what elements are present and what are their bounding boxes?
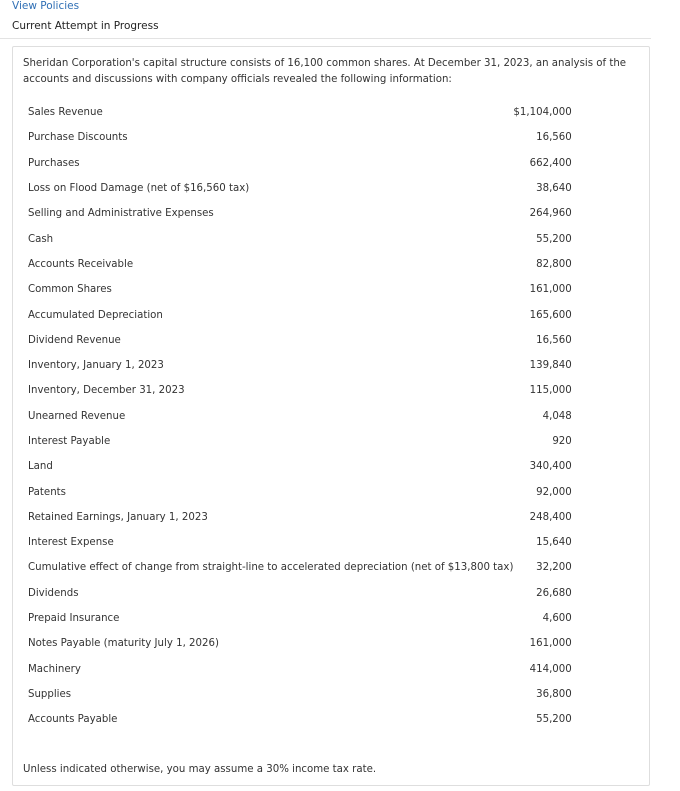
account-amount: 16,560 — [536, 132, 572, 144]
account-amount: 414,000 — [529, 663, 572, 675]
account-amount: 248,400 — [529, 511, 572, 523]
table-row — [28, 404, 572, 429]
account-name: Retained Earnings, January 1, 2023 — [28, 511, 208, 523]
account-name: Machinery — [28, 663, 81, 675]
account-name: Cumulative effect of change from straight-line to accelerated depreciation (net of $13,800 tax) — [28, 562, 514, 574]
account-amount: 340,400 — [529, 461, 572, 473]
account-amount: $1,104,000 — [513, 107, 572, 119]
table-row — [28, 530, 572, 555]
account-amount: 36,800 — [536, 688, 572, 700]
account-name: Dividends — [28, 587, 79, 599]
table-row — [28, 479, 572, 504]
account-name: Notes Payable (maturity July 1, 2026) — [28, 638, 219, 650]
table-row — [28, 100, 572, 125]
account-name: Loss on Flood Damage (net of $16,560 tax) — [28, 183, 250, 195]
account-amount: 92,000 — [536, 486, 572, 498]
question-panel — [12, 46, 650, 786]
table-row — [28, 682, 572, 707]
table-row — [28, 176, 572, 201]
table-row — [28, 606, 572, 631]
attempt-status: Current Attempt in Progress — [12, 20, 159, 32]
table-row — [28, 505, 572, 530]
table-row — [28, 707, 572, 732]
table-row — [28, 252, 572, 277]
account-name: Supplies — [28, 688, 72, 700]
account-amount: 165,600 — [529, 309, 572, 321]
account-amount: 662,400 — [529, 157, 572, 169]
question-intro: Sheridan Corporation's capital structure consists of 16,100 common shares. At December 31, 2023, an analysis of the accounts and discussions with company officials revealed the following information: — [23, 58, 627, 85]
account-amount: 15,640 — [536, 537, 572, 549]
account-table — [28, 100, 572, 732]
view-policies-link[interactable]: View Policies — [12, 0, 80, 12]
table-row — [28, 277, 572, 302]
account-amount: 55,200 — [536, 233, 572, 245]
account-name: Selling and Administrative Expenses — [28, 208, 214, 220]
account-name: Interest Expense — [28, 537, 114, 549]
account-amount: 16,560 — [536, 334, 572, 346]
account-name: Accounts Receivable — [28, 258, 134, 270]
account-amount: 55,200 — [536, 714, 572, 726]
account-amount: 139,840 — [529, 360, 572, 372]
account-amount: 82,800 — [536, 258, 572, 270]
account-name: Common Shares — [28, 284, 112, 296]
table-row — [28, 378, 572, 403]
table-row — [28, 631, 572, 656]
account-name: Inventory, December 31, 2023 — [28, 385, 185, 397]
account-amount: 38,640 — [536, 183, 572, 195]
table-row — [28, 353, 572, 378]
table-row — [28, 151, 572, 176]
table-row — [28, 657, 572, 682]
account-amount: 4,048 — [542, 410, 572, 422]
account-name: Land — [28, 461, 53, 473]
account-name: Accumulated Depreciation — [28, 309, 163, 321]
account-name: Purchases — [28, 157, 80, 169]
account-amount: 4,600 — [542, 613, 572, 625]
table-row — [28, 581, 572, 606]
table-row — [28, 226, 572, 251]
account-name: Patents — [28, 486, 66, 498]
table-row — [28, 555, 572, 580]
account-amount: 115,000 — [529, 385, 572, 397]
account-name: Purchase Discounts — [28, 132, 128, 144]
account-name: Dividend Revenue — [28, 334, 121, 346]
table-row — [28, 201, 572, 226]
account-name: Inventory, January 1, 2023 — [28, 360, 164, 372]
account-amount: 32,200 — [536, 562, 572, 574]
account-amount: 161,000 — [529, 638, 572, 650]
table-row — [28, 302, 572, 327]
tax-rate-note: Unless indicated otherwise, you may assume a 30% income tax rate. — [23, 764, 377, 775]
table-row — [28, 125, 572, 150]
account-name: Interest Payable — [28, 436, 111, 447]
account-name: Prepaid Insurance — [28, 613, 120, 625]
header-divider — [0, 38, 651, 39]
account-name: Cash — [28, 233, 54, 245]
table-row — [28, 454, 572, 479]
account-amount: 161,000 — [529, 284, 572, 296]
table-row — [28, 328, 572, 353]
account-amount: 26,680 — [536, 587, 572, 599]
account-name: Unearned Revenue — [28, 410, 126, 422]
account-name: Sales Revenue — [28, 107, 103, 119]
account-amount: 264,960 — [529, 208, 572, 220]
account-name: Accounts Payable — [28, 714, 118, 726]
table-row — [28, 429, 572, 454]
account-amount: 920 — [552, 436, 572, 447]
